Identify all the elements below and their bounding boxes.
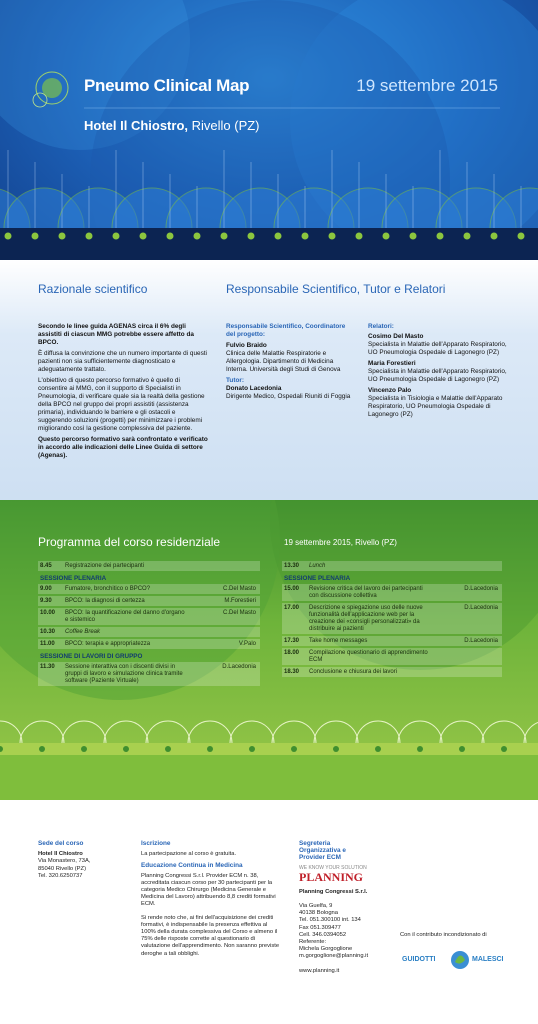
header-dot	[356, 233, 363, 240]
header-dot	[383, 233, 390, 240]
header-dot	[437, 233, 444, 240]
program-dot	[459, 746, 465, 752]
responsabile-desc: Clinica delle Malattie Respiratorie e Allergologia. Dipartimento di Medicina Interna. Università degli Studi di Genova	[226, 350, 341, 373]
relatore-desc: Specialista in Tisiologia e Malattie dell'Apparato Respiratorio, UO Pneumologia Ospedale di Lagonegro (PZ)	[368, 395, 503, 418]
program-dot	[501, 746, 507, 752]
segreteria-line: Fax 051.309477	[299, 924, 341, 931]
sede-line: 85040 Rivello (PZ)	[38, 865, 87, 872]
program-dot	[249, 746, 255, 752]
program-row	[284, 605, 500, 637]
program-time: 8.45	[40, 563, 52, 569]
program-time: 10.00	[40, 610, 56, 616]
header-dot	[248, 233, 255, 240]
program-title: Programma del corso residenziale	[38, 535, 221, 549]
program-time: 9.30	[40, 598, 52, 604]
segreteria-line: m.gorgoglione@planning.it	[299, 953, 369, 960]
segreteria-block	[299, 840, 389, 975]
responsabili-block	[226, 323, 354, 404]
relatore-item	[368, 360, 508, 384]
program-time: 18.30	[284, 669, 300, 675]
program-desc: BPCO: terapia e appropriatezza	[65, 641, 151, 647]
segreteria-line: Tel. 051.300100 int. 134	[299, 917, 361, 924]
planning-logo: PLANNING	[299, 869, 364, 884]
program-session-title: SESSIONE DI LAVORI DI GRUPPO	[40, 653, 143, 660]
sponsor-right: MALESCI	[472, 956, 504, 963]
contributo-text: Con il contributo incondizionato di	[400, 932, 487, 938]
relatore-desc: Specialista in Malattie dell'Apparato Respiratorio, UO Pneumologia Ospedale di Lagonegro (PZ)	[368, 341, 507, 356]
relatori-label: Relatori:	[368, 323, 394, 330]
program-time: 10.30	[40, 629, 56, 635]
header-banner	[0, 0, 538, 260]
program-time: 17.30	[284, 638, 300, 644]
program-dome	[356, 721, 400, 743]
razionale-p3: L'obiettivo di questo percorso formativo è quello di consentire ai MMG, con il supporto di Specialisti in Pneumologia, di verificare quale sia la realtà della gestione della BPCO nel gruppo dei propri assistiti (assistenza primaria), individuando le barriere e gli ostacoli e suggerendo soluzioni (progetti) per minimizzare i problemi migliorando così la gestione complessiva del paziente.	[38, 377, 205, 432]
program-session-title: SESSIONE PLENARIA	[40, 575, 107, 582]
program-dome	[398, 721, 442, 743]
tutor-label: Tutor:	[226, 377, 244, 384]
program-speaker: M.Forestieri	[224, 598, 256, 604]
program-dot	[417, 746, 423, 752]
program-speaker: C.Del Masto	[222, 586, 256, 592]
relatori-block	[368, 323, 508, 422]
program-time: 13.30	[284, 563, 300, 569]
program-row	[40, 664, 258, 689]
segreteria-line	[299, 896, 389, 903]
program-dome	[482, 721, 526, 743]
program-desc: Registrazione dei partecipanti	[65, 563, 145, 569]
program-dot	[123, 746, 129, 752]
program-row	[284, 563, 500, 574]
sponsor-left: GUIDOTTI	[402, 956, 436, 963]
program-dome	[230, 721, 274, 743]
program-row	[40, 610, 258, 628]
program-time: 15.00	[284, 586, 300, 592]
razionale-title: Razionale scientifico	[38, 282, 148, 296]
venue-name: Hotel Il Chiostro,	[84, 118, 188, 133]
responsabile-label: Responsabile Scientifico, Coordinatore del progetto:	[226, 323, 346, 338]
program-row	[284, 586, 500, 604]
program-session-title: SESSIONE PLENARIA	[284, 575, 351, 582]
sponsor-emblem-icon	[450, 948, 470, 972]
program-dot	[207, 746, 213, 752]
segreteria-title: Segreteria Organizzativa e Provider ECM	[299, 840, 346, 862]
iscrizione-block	[141, 840, 281, 958]
iscrizione-text: La partecipazione al corso è gratuita.	[141, 851, 237, 858]
header-dot	[140, 233, 147, 240]
header-dot	[464, 233, 471, 240]
program-speaker: D.Lacedonia	[464, 638, 498, 644]
page-title: Pneumo Clinical Map	[84, 76, 250, 95]
program-dome	[440, 721, 484, 743]
program-desc: Sessione interattiva con i discenti divisi in gruppi di lavoro e simulazione clinica tramite software (Paziente Virtuale)	[65, 664, 183, 684]
program-dome	[0, 721, 22, 743]
program-dot	[39, 746, 45, 752]
program-speaker: C.Del Masto	[222, 610, 256, 616]
relatore-desc: Specialista in Malattie dell'Apparato Respiratorio, UO Pneumologia Ospedale di Lagonegro (PZ)	[368, 368, 507, 383]
program-dot	[333, 746, 339, 752]
segreteria-line: 40138 Bologna	[299, 910, 339, 917]
program-dot	[165, 746, 171, 752]
segreteria-line: Michela Gorgoglione	[299, 946, 353, 953]
sede-block	[38, 840, 128, 880]
sede-line: Via Monastero, 73A,	[38, 858, 91, 865]
header-dot	[302, 233, 309, 240]
header-dot	[5, 233, 12, 240]
tutor-name: Donato Lacedonia	[226, 385, 282, 392]
header-artwork	[0, 0, 538, 260]
program-time: 17.00	[284, 605, 300, 611]
segreteria-line: Planning Congressi S.r.l.	[299, 888, 368, 895]
razionale-p1: Secondo le linee guida AGENAS circa il 6% degli assistiti di ciascun MMG potrebbe essere affetto da BPCO.	[38, 323, 194, 346]
program-row	[40, 641, 258, 652]
program-desc: Lunch	[309, 563, 326, 569]
header-dot	[32, 233, 39, 240]
relatore-name: Vincenzo Palo	[368, 387, 412, 394]
segreteria-line	[299, 961, 389, 968]
program-date: 19 settembre 2015, Rivello (PZ)	[284, 538, 397, 547]
responsabile-title: Responsabile Scientifico, Tutor e Relatori	[226, 282, 446, 296]
header-dot	[86, 233, 93, 240]
program-row	[284, 650, 500, 668]
header-dot	[275, 233, 282, 240]
sede-line: Hotel Il Chiostro	[38, 851, 83, 858]
program-time: 18.00	[284, 650, 300, 656]
venue-city: Rivello (PZ)	[188, 118, 260, 133]
segreteria-line: www.planning.it	[299, 967, 340, 974]
program-dome	[314, 721, 358, 743]
program-time: 11.00	[40, 641, 55, 647]
event-date: 19 settembre 2015	[356, 76, 498, 95]
ecm-text: Planning Congressi S.r.l. Provider ECM n. 38, accreditata ciascun corso per 30 partecipanti per la categoria Medico Chirurgo (Medicina Generale e Medicina del Lavoro) attribuendo 8,8 crediti formativi ECM.	[141, 872, 276, 908]
header-dot	[113, 233, 120, 240]
header-dot	[194, 233, 201, 240]
program-dome	[62, 721, 106, 743]
header-dot	[410, 233, 417, 240]
program-row	[284, 669, 500, 680]
program-desc: Fumatore, bronchitico o BPCO?	[65, 586, 151, 592]
relatore-item	[368, 333, 508, 357]
ecm-text-2: Si rende noto che, ai fini dell'acquisizione dei crediti formativi, è indispensabile la presenza effettiva al 100% della durata complessiva del Corso e almeno il 75% delle risposte corrette al questionario di valutazione dell'apprendimento. Non saranno previste deroghe a tali obblighi.	[141, 914, 280, 957]
program-speaker: D.Lacedonia	[464, 586, 498, 592]
header-dot	[59, 233, 66, 240]
sponsor-logo	[400, 948, 532, 974]
iscrizione-title: Iscrizione	[141, 840, 171, 847]
venue	[84, 118, 260, 133]
program-desc: Conclusione e chiusura dei lavori	[309, 669, 398, 675]
program-dot	[375, 746, 381, 752]
header-dot	[491, 233, 498, 240]
program-dot	[291, 746, 297, 752]
program-desc: Revisione critica del lavoro dei partecipanti con discussione collettiva	[309, 586, 423, 599]
segreteria-line: Cell. 346.0394052	[299, 931, 347, 938]
program-desc: BPCO: la diagnosi di certezza	[65, 598, 145, 604]
responsabile-name: Fulvio Braido	[226, 342, 267, 349]
program-desc: Compilazione questionario di apprendimento ECM	[309, 650, 428, 663]
sede-title: Sede del corso	[38, 840, 84, 847]
ecm-title: Educazione Continua in Medicina	[141, 862, 243, 870]
tutor-desc: Dirigente Medico, Ospedali Riuniti di Foggia	[226, 393, 351, 400]
header-dot	[167, 233, 174, 240]
relatore-name: Cosimo Del Masto	[368, 333, 424, 340]
relatore-item	[368, 387, 508, 419]
sede-line: Tel. 320.6250737	[38, 872, 83, 879]
program-dome	[146, 721, 190, 743]
program-desc: BPCO: la quantificazione del danno d'organo e sistemico	[65, 610, 185, 623]
program-dome	[272, 721, 316, 743]
razionale-p2: È diffusa la convinzione che un numero importante di questi pazienti non sia sufficientemente diagnosticato e adeguatamente trattato.	[38, 350, 207, 373]
planning-tagline: WE KNOW YOUR SOLUTION	[299, 864, 367, 871]
program-speaker: D.Lacedonia	[464, 605, 498, 611]
relatore-name: Maria Forestieri	[368, 360, 416, 367]
program-row	[40, 563, 258, 574]
razionale-text	[38, 323, 208, 463]
program-time: 9.00	[40, 586, 52, 592]
header-dot	[329, 233, 336, 240]
header-dot	[221, 233, 228, 240]
program-dome	[104, 721, 148, 743]
program-time: 11.30	[40, 664, 55, 670]
program-dome	[188, 721, 232, 743]
segreteria-line: Via Guelfa, 9	[299, 903, 333, 910]
program-speaker: D.Lacedonia	[222, 664, 256, 670]
program-desc: Descrizione e spiegazione uso delle nuove funzionalità dell'applicazione web per la creazione dei «consigli personalizzati» da distribuire ai pazienti	[309, 605, 423, 632]
program-speaker: V.Palo	[238, 641, 256, 647]
razionale-p4: Questo percorso formativo sarà confrontato e verificato in accordo alle indicazioni delle Linee Guida di settore (Agenas).	[38, 436, 208, 459]
program-desc: Coffee Break	[65, 629, 101, 635]
program-dome	[20, 721, 64, 743]
header-dot	[518, 233, 525, 240]
segreteria-line: Referente:	[299, 939, 327, 946]
program-desc: Take home messages	[309, 638, 368, 644]
program-dot	[81, 746, 87, 752]
